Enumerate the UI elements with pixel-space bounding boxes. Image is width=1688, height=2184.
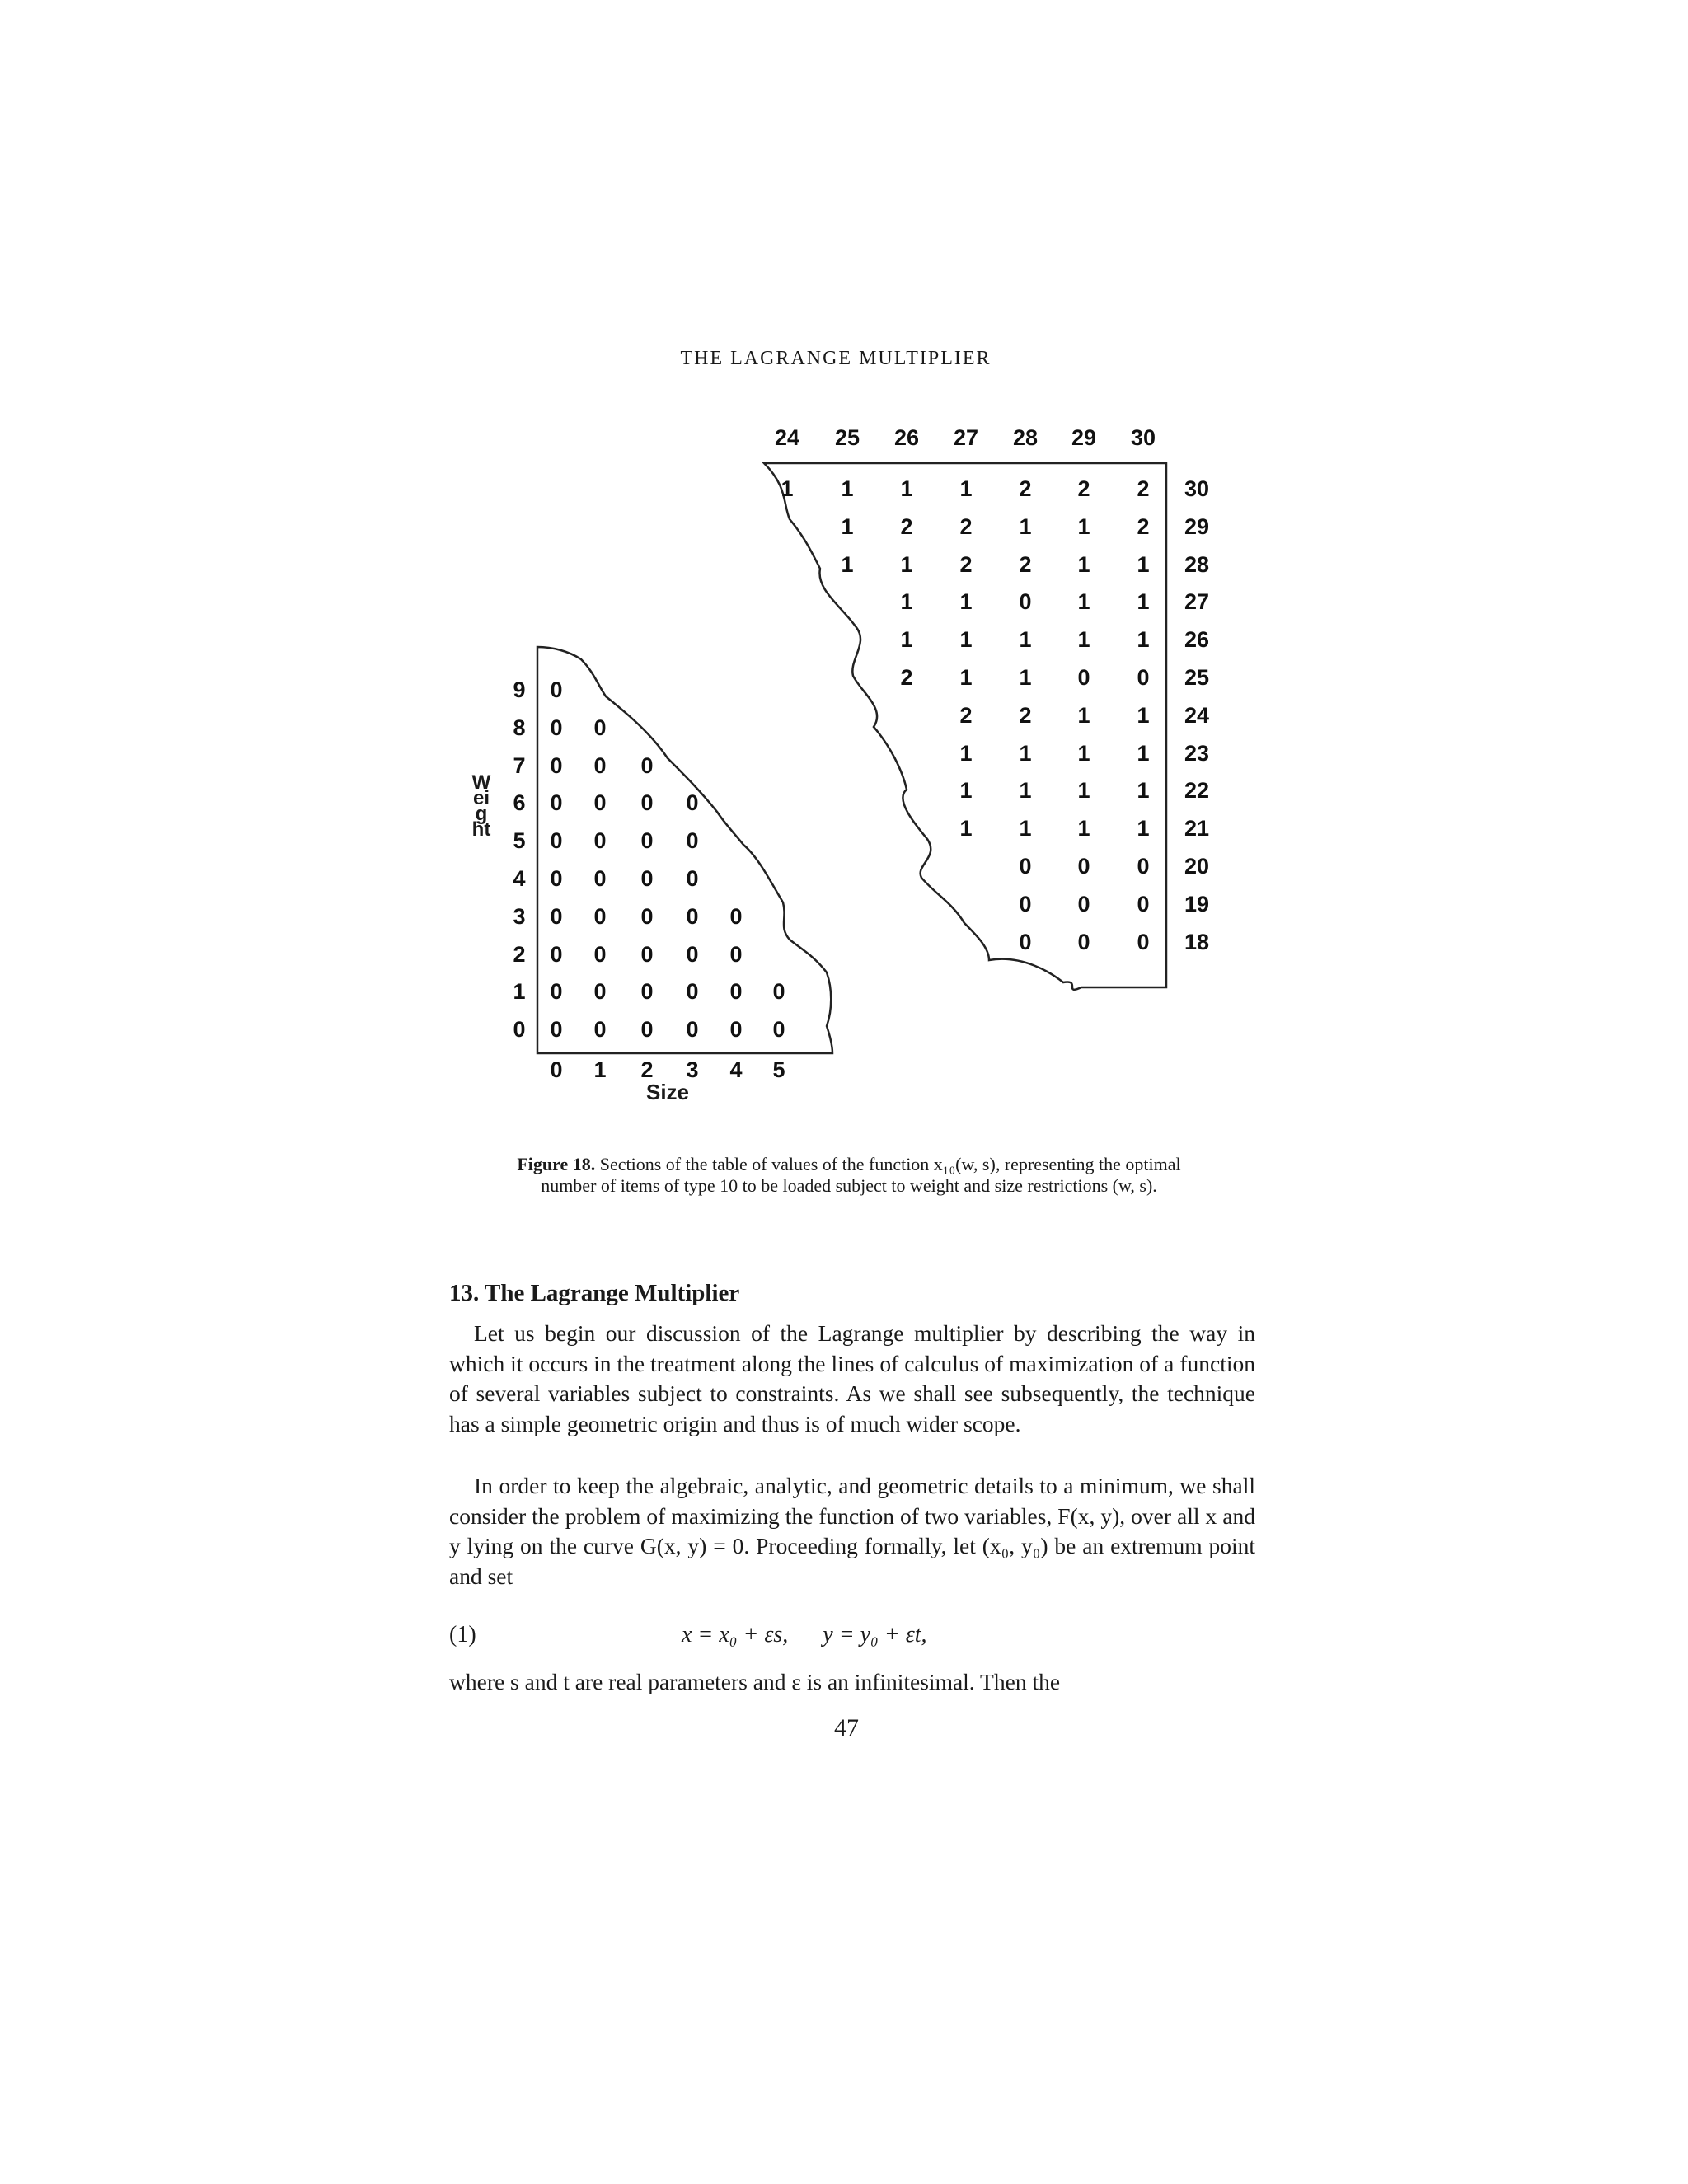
lower-table-cell: 0: [640, 1017, 654, 1043]
upper-size-label: 28: [1012, 425, 1039, 450]
lower-weight-label: 0: [513, 1017, 526, 1043]
paragraph-2: In order to keep the algebraic, analytic, and geometric details to a minimum, we shall consider the problem of maximizing the function of two variables, F(x, y), over all x and y lying on the curve G(x, y) = 0. Proceeding formally, let (x₀, y₀) be an extremum point and set: [449, 1473, 1255, 1589]
upper-size-label: 26: [893, 425, 920, 450]
section-title: 13. The Lagrange Multiplier: [449, 1280, 740, 1306]
lower-table-cell: 0: [593, 715, 607, 740]
lower-size-label: 5: [772, 1057, 785, 1082]
upper-table-cell: 0: [1077, 854, 1090, 879]
upper-table-cell: 0: [1019, 891, 1032, 916]
lower-size-label: 4: [729, 1057, 743, 1082]
upper-table-cell: 1: [1077, 816, 1090, 841]
upper-table-cell: 1: [1019, 665, 1032, 690]
lower-table-cell: 0: [686, 790, 699, 816]
upper-table-cell: 0: [1019, 589, 1032, 615]
upper-table-cell: 2: [1077, 476, 1090, 501]
lower-table-cell: 0: [640, 828, 654, 854]
lower-table-cell: 0: [686, 979, 699, 1005]
caption-text: Sections of the table of values of the function x₁₀(w, s), representing the optimal number of items of type 10 to be loaded subject to weight and size restrictions (w, s).: [541, 1154, 1181, 1196]
lower-size-label: 2: [640, 1057, 654, 1082]
upper-table-cell: 1: [781, 476, 794, 501]
lower-table-cell: 0: [686, 1017, 699, 1043]
lower-table-cell: 0: [772, 979, 785, 1005]
equation-number: (1): [449, 1622, 476, 1647]
upper-table-cell: 2: [1019, 551, 1032, 577]
lower-table-cell: 0: [729, 903, 743, 929]
upper-weight-label: 26: [1184, 627, 1210, 653]
upper-table-cell: 1: [1077, 589, 1090, 615]
upper-table-cell: 0: [1137, 891, 1150, 916]
lower-table-cell: 0: [593, 866, 607, 891]
lower-table-cell: 0: [640, 979, 654, 1005]
upper-weight-label: 24: [1184, 702, 1210, 728]
upper-table-cell: 1: [959, 778, 973, 804]
lower-table-cell: 0: [640, 866, 654, 891]
upper-table-cell: 0: [1137, 665, 1150, 690]
lower-table-cell: 0: [550, 752, 563, 778]
lower-weight-label: 3: [513, 903, 526, 929]
lower-table-cell: 0: [550, 903, 563, 929]
lower-table-cell: 0: [550, 979, 563, 1005]
upper-table-cell: 2: [959, 551, 973, 577]
lower-table-cell: 0: [729, 979, 743, 1005]
lower-weight-label: 4: [513, 866, 526, 891]
lower-table-cell: 0: [593, 1017, 607, 1043]
upper-table-cell: 1: [1019, 816, 1032, 841]
upper-table-cell: 1: [841, 551, 854, 577]
lower-table-cell: 0: [593, 903, 607, 929]
upper-table-cell: 1: [1077, 740, 1090, 766]
lower-table-cell: 0: [686, 941, 699, 967]
upper-table-cell: 0: [1137, 929, 1150, 954]
upper-table-cell: 1: [1077, 513, 1090, 539]
lower-table-cell: 0: [772, 1017, 785, 1043]
upper-table-cell: 1: [1019, 627, 1032, 653]
upper-table-cell: 1: [959, 665, 973, 690]
lower-table-cell: 0: [640, 790, 654, 816]
upper-weight-label: 18: [1184, 929, 1210, 954]
lower-weight-label: 1: [513, 979, 526, 1005]
upper-size-label: 29: [1071, 425, 1097, 450]
lower-table-cell: 0: [550, 941, 563, 967]
upper-table-cell: 2: [1019, 476, 1032, 501]
upper-table-cell: 0: [1077, 665, 1090, 690]
lower-weight-label: 6: [513, 790, 526, 816]
lower-table-cell: 0: [593, 979, 607, 1005]
lower-table-cell: 0: [550, 790, 563, 816]
upper-weight-label: 22: [1184, 778, 1210, 804]
lower-size-label: 3: [686, 1057, 699, 1082]
upper-table-cell: 1: [1019, 778, 1032, 804]
upper-weight-label: 29: [1184, 513, 1210, 539]
lower-table-cell: 0: [550, 1017, 563, 1043]
lower-table-cell: 0: [593, 790, 607, 816]
lower-table-cell: 0: [593, 941, 607, 967]
upper-table-cell: 0: [1077, 891, 1090, 916]
upper-table-cell: 1: [959, 476, 973, 501]
upper-table-cell: 1: [959, 589, 973, 615]
lower-weight-label: 7: [513, 752, 526, 778]
lower-table-cell: 0: [729, 1017, 743, 1043]
upper-weight-label: 21: [1184, 816, 1210, 841]
equation-body: x = x₀ + εs, y = y₀ + εt,: [682, 1622, 927, 1647]
size-axis-title: Size: [645, 1080, 690, 1104]
running-head: THE LAGRANGE MULTIPLIER: [680, 348, 992, 369]
upper-table-cell: 1: [900, 627, 913, 653]
upper-table-cell: 0: [1019, 929, 1032, 954]
upper-weight-label: 27: [1184, 589, 1210, 615]
upper-table-cell: 1: [1077, 702, 1090, 728]
lower-table-cell: 0: [686, 866, 699, 891]
upper-table-cell: 1: [1077, 551, 1090, 577]
lower-weight-label: 9: [513, 677, 526, 702]
figure-caption: [511, 1154, 1187, 1197]
upper-table-cell: 2: [959, 702, 973, 728]
upper-table-cell: 0: [1019, 854, 1032, 879]
upper-table-cell: 1: [1019, 513, 1032, 539]
upper-table-cell: 1: [1077, 627, 1090, 653]
upper-size-label: 24: [774, 425, 800, 450]
lower-table-cell: 0: [640, 752, 654, 778]
upper-weight-label: 23: [1184, 740, 1210, 766]
upper-table-cell: 2: [1137, 513, 1150, 539]
lower-weight-label: 8: [513, 715, 526, 740]
upper-table-cell: 1: [841, 476, 854, 501]
lower-table-cell: 0: [640, 903, 654, 929]
lower-table-cell: 0: [729, 941, 743, 967]
lower-weight-label: 5: [513, 828, 526, 854]
lower-size-label: 1: [593, 1057, 607, 1082]
upper-weight-label: 30: [1184, 476, 1210, 501]
upper-table-cell: 2: [1019, 702, 1032, 728]
upper-size-label: 25: [834, 425, 860, 450]
upper-table-cell: 1: [959, 740, 973, 766]
upper-weight-label: 19: [1184, 891, 1210, 916]
upper-table-cell: 1: [959, 627, 973, 653]
paragraph-3: where s and t are real parameters and ε is an infinitesimal. Then the: [449, 1669, 1061, 1694]
upper-table-cell: 1: [959, 816, 973, 841]
upper-table-cell: 1: [841, 513, 854, 539]
upper-table-cell: 0: [1077, 929, 1090, 954]
page-number: 47: [834, 1714, 859, 1741]
upper-table-cell: 2: [1137, 476, 1150, 501]
upper-table-cell: 1: [1019, 740, 1032, 766]
lower-table-cell: 0: [593, 752, 607, 778]
upper-size-label: 30: [1130, 425, 1156, 450]
upper-table-cell: 1: [1137, 740, 1150, 766]
lower-size-label: 0: [550, 1057, 563, 1082]
upper-weight-label: 25: [1184, 665, 1210, 690]
lower-weight-label: 2: [513, 941, 526, 967]
upper-table-cell: 1: [1137, 702, 1150, 728]
lower-table-cell: 0: [593, 828, 607, 854]
caption-label: Figure 18.: [517, 1154, 596, 1174]
paragraph-1: Let us begin our discussion of the Lagrange multiplier by describing the way in which it occurs in the treatment along the lines of calculus of maximization of a function of several variables subject to constraints. As we shall see subsequently, the technique has a simple geometric origin and thus is of much wider scope.: [449, 1320, 1255, 1436]
upper-table-cell: 1: [1137, 589, 1150, 615]
lower-table-cell: 0: [550, 866, 563, 891]
upper-table-cell: 2: [900, 665, 913, 690]
upper-table-cell: 1: [1137, 551, 1150, 577]
upper-table-cell: 1: [1137, 778, 1150, 804]
weight-axis-title: Weight: [471, 771, 491, 841]
lower-table-cell: 0: [686, 903, 699, 929]
lower-table-cell: 0: [686, 828, 699, 854]
upper-size-label: 27: [953, 425, 979, 450]
upper-table-cell: 1: [1077, 778, 1090, 804]
upper-table-cell: 0: [1137, 854, 1150, 879]
lower-table-cell: 0: [550, 828, 563, 854]
upper-table-cell: 2: [959, 513, 973, 539]
upper-weight-label: 20: [1184, 854, 1210, 879]
upper-table-cell: 1: [900, 589, 913, 615]
upper-table-cell: 1: [900, 551, 913, 577]
lower-table-cell: 0: [550, 715, 563, 740]
lower-table-cell: 0: [550, 677, 563, 702]
upper-table-cell: 2: [900, 513, 913, 539]
upper-weight-label: 28: [1184, 551, 1210, 577]
upper-table-cell: 1: [1137, 627, 1150, 653]
upper-table-cell: 1: [900, 476, 913, 501]
lower-table-cell: 0: [640, 941, 654, 967]
upper-table-cell: 1: [1137, 816, 1150, 841]
